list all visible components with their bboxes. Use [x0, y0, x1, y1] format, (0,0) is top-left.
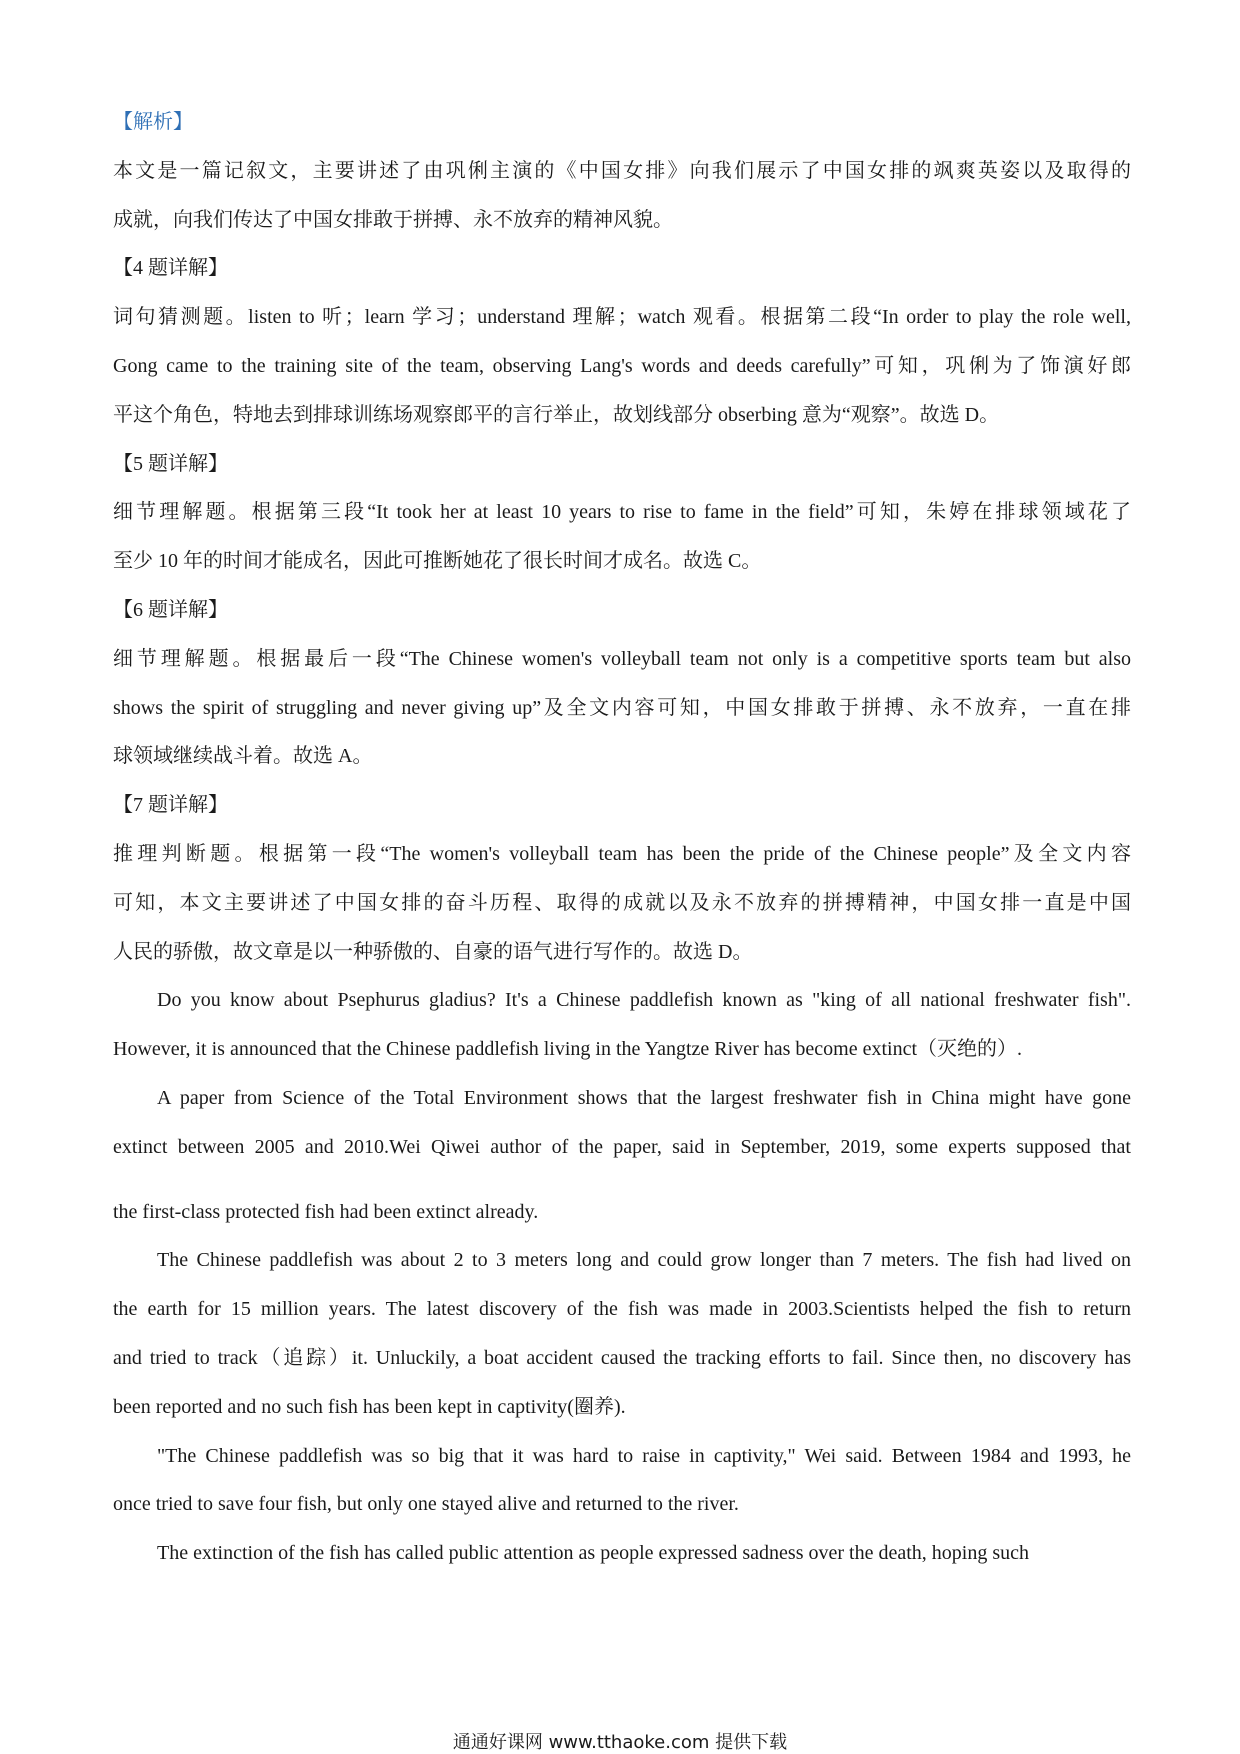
q4-header: 【4 题详解】	[113, 257, 228, 280]
passage-p1-line: However, it is announced that the Chinese paddlefish living in the Yangtze River has become extinct（灭绝的）.	[113, 1038, 1023, 1061]
passage-p2-line: extinct between 2005 and 2010.Wei Qiwei author of the paper, said in September, 2019, some experts supposed that	[113, 1135, 1131, 1158]
q4-line: 平这个角色，特地去到排球训练场观察郎平的言行举止，故划线部分 obserbing 意为“观察”。故选 D。	[113, 403, 1000, 426]
passage-p3-line: been reported and no such fish has been kept in captivity(圈养).	[113, 1395, 626, 1418]
passage-p3-line: the earth for 15 million years. The latest discovery of the fish was made in 2003.Scientists helped the fish to return	[113, 1298, 1131, 1321]
q5-line: 细节理解题。根据第三段“It took her at least 10 years to rise to fame in the field”可知，朱婷在排球领域花了	[113, 501, 1131, 524]
q4-line: 词句猜测题。listen to 听；learn 学习；understand 理解；watch 观看。根据第二段“In order to play the role well,	[113, 306, 1131, 329]
q7-line: 可知，本文主要讲述了中国女排的奋斗历程、取得的成就以及永不放弃的拼搏精神，中国女排一直是中国	[113, 891, 1131, 914]
passage-p4-line: "The Chinese paddlefish was so big that it was hard to raise in captivity," Wei said. Between 1984 and 1993, he	[157, 1444, 1131, 1467]
summary-line: 成就，向我们传达了中国女排敢于拼搏、永不放弃的精神风貌。	[113, 208, 673, 231]
q7-line: 推理判断题。根据第一段“The women's volleyball team has been the pride of the Chinese people”及全文内容	[113, 842, 1131, 865]
q6-line: shows the spirit of struggling and never giving up”及全文内容可知，中国女排敢于拼搏、永不放弃，一直在排	[113, 696, 1131, 719]
passage-p3-line: and tried to track（追踪）it. Unluckily, a boat accident caused the tracking efforts to fail. Since then, no discovery has	[113, 1346, 1131, 1369]
passage-p1-line: Do you know about Psephurus gladius? It's a Chinese paddlefish known as "king of all national freshwater fish".	[157, 989, 1131, 1012]
q6-line: 球领域继续战斗着。故选 A。	[113, 745, 373, 768]
passage-p3-line: The Chinese paddlefish was about 2 to 3 meters long and could grow longer than 7 meters. The fish had lived on	[157, 1249, 1131, 1272]
summary-line: 本文是一篇记叙文，主要讲述了由巩俐主演的《中国女排》向我们展示了中国女排的飒爽英姿以及取得的	[113, 159, 1131, 182]
document-content	[113, 98, 1131, 1578]
analysis-header: 【解析】	[113, 111, 193, 133]
passage-p2-line: the first-class protected fish had been extinct already.	[113, 1200, 539, 1223]
q5-line: 至少 10 年的时间才能成名，因此可推断她花了很长时间才成名。故选 C。	[113, 550, 762, 573]
q7-header: 【7 题详解】	[113, 794, 228, 817]
q5-header: 【5 题详解】	[113, 452, 228, 475]
spacer	[113, 1172, 1131, 1188]
page-footer: 通通好课网 www.tthaoke.com 提供下载	[452, 1732, 788, 1753]
q6-line: 细节理解题。根据最后一段“The Chinese women's volleyball team not only is a competitive sports team but also	[113, 647, 1131, 670]
q7-line: 人民的骄傲，故文章是以一种骄傲的、自豪的语气进行写作的。故选 D。	[113, 940, 753, 963]
q4-line: Gong came to the training site of the team, observing Lang's words and deeds carefully”可知，巩俐为了饰演好郎	[113, 354, 1131, 377]
passage-p4-line: once tried to save four fish, but only one stayed alive and returned to the river.	[113, 1493, 739, 1516]
passage-p5-line: The extinction of the fish has called public attention as people expressed sadness over the death, hoping such	[157, 1542, 1029, 1565]
q6-header: 【6 题详解】	[113, 598, 228, 621]
passage-p2-line: A paper from Science of the Total Environment shows that the largest freshwater fish in China might have gone	[157, 1086, 1131, 1109]
